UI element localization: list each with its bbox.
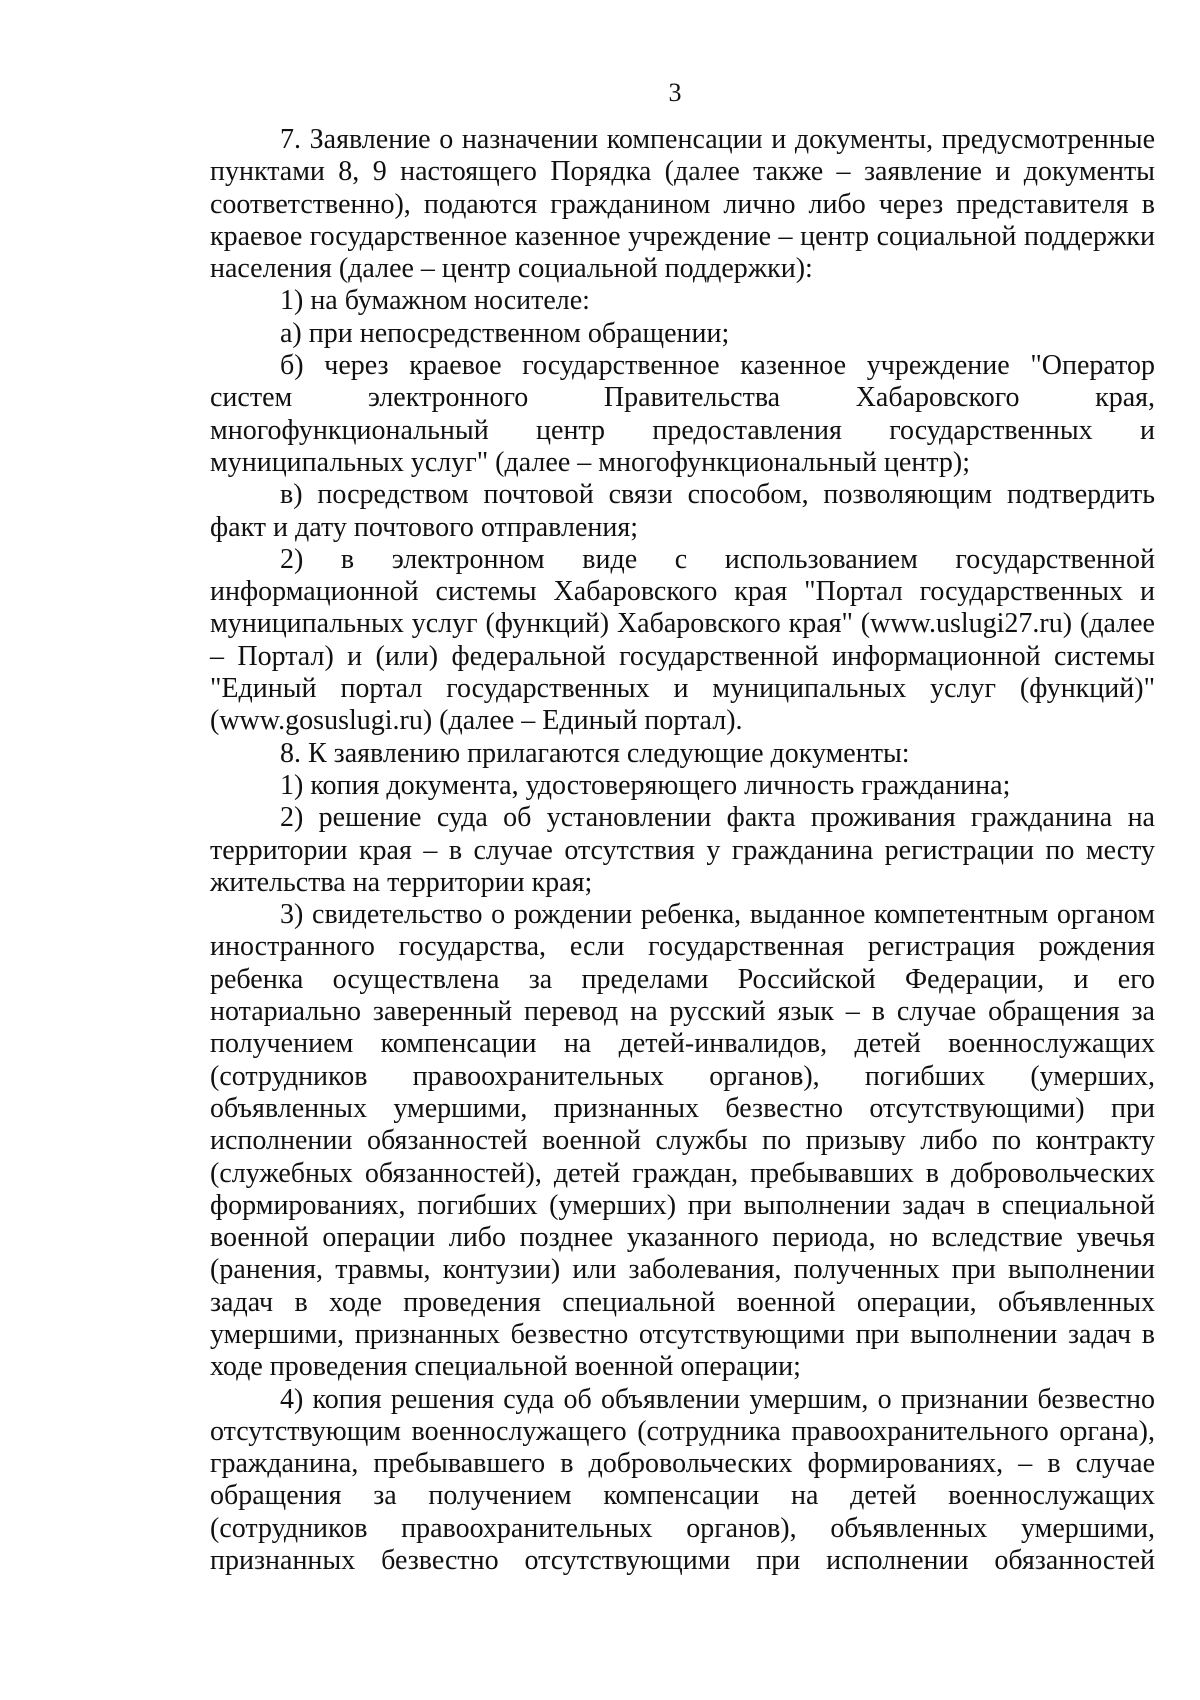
document-body: [210, 124, 1155, 1577]
paragraph-1-id-copy: 1) копия документа, удостоверяющего личность гражданина;: [280, 769, 1011, 801]
paragraph-4-court-decision-copy: 4) копия решения суда об объявлении умершим, о признании безвестно отсутствующим военнослужащего (сотрудника правоохранительного органа), гражданина, пребывавшего в добровольческих формированиях, – в случае обращения за получением компенсации на детей военнослужащих (сотрудников правоохранительных органов), объявленных умершими, признанных безвестно отсутствующими при исполнении обязанностей: [210, 1383, 1155, 1577]
paragraph-v-post: в) посредством почтовой связи способом, позволяющим подтвердить факт и дату почтового отправления;: [210, 479, 1155, 543]
paragraph-7-application: 7. Заявление о назначении компенсации и документы, предусмотренные пунктами 8, 9 настоящего Порядка (далее также – заявление и документы соответственно), подаются гражданином лично либо через представителя в краевое государственное казенное учреждение – центр социальной поддержки населения (далее – центр социальной поддержки):: [210, 124, 1155, 285]
paragraph-b-mfc: б) через краевое государственное казенное учреждение "Оператор систем электронного Правительства Хабаровского края, многофункциональный центр предоставления государственных и муниципальных услуг" (далее – многофункциональный центр);: [210, 350, 1155, 478]
paragraph-a-direct: а) при непосредственном обращении;: [280, 317, 730, 349]
paragraph-1-paper: 1) на бумажном носителе:: [280, 285, 590, 317]
paragraph-8-documents: 8. К заявлению прилагаются следующие документы:: [280, 737, 910, 769]
paragraph-2-electronic: 2) в электронном виде с использованием государственной информационной системы Хабаровского края "Портал государственных и муниципальных услуг (функций) Хабаровского края" (www.uslugi27.ru) (далее – Портал) и (или) федеральной государственной информационной системы "Единый портал государственных и муниципальных услуг (функций)" (www.gosuslugi.ru) (далее – Единый портал).: [210, 543, 1155, 737]
paragraph-2-court-decision: 2) решение суда об установлении факта проживания гражданина на территории края – в случае отсутствия у гражданина регистрации по месту жительства на территории края;: [210, 802, 1155, 898]
paragraph-3-birth-certificate: 3) свидетельство о рождении ребенка, выданное компетентным органом иностранного государства, если государственная регистрация рождения ребенка осуществлена за пределами Российской Федерации, и его нотариально заверенный перевод на русский язык – в случае обращения за получением компенсации на детей-инвалидов, детей военнослужащих (сотрудников правоохранительных органов), погибших (умерших, объявленных умершими, признанных безвестно отсутствующими) при исполнении обязанностей военной службы по призыву либо по контракту (служебных обязанностей), детей граждан, пребывавших в добровольческих формированиях, погибших (умерших) при выполнении задач в специальной военной операции либо позднее указанного периода, но вследствие увечья (ранения, травмы, контузии) или заболевания, полученных при выполнении задач в ходе проведения специальной военной операции, объявленных умершими, признанных безвестно отсутствующими при выполнении задач в ходе проведения специальной военной операции;: [210, 899, 1155, 1383]
page-number: 3: [668, 78, 682, 107]
